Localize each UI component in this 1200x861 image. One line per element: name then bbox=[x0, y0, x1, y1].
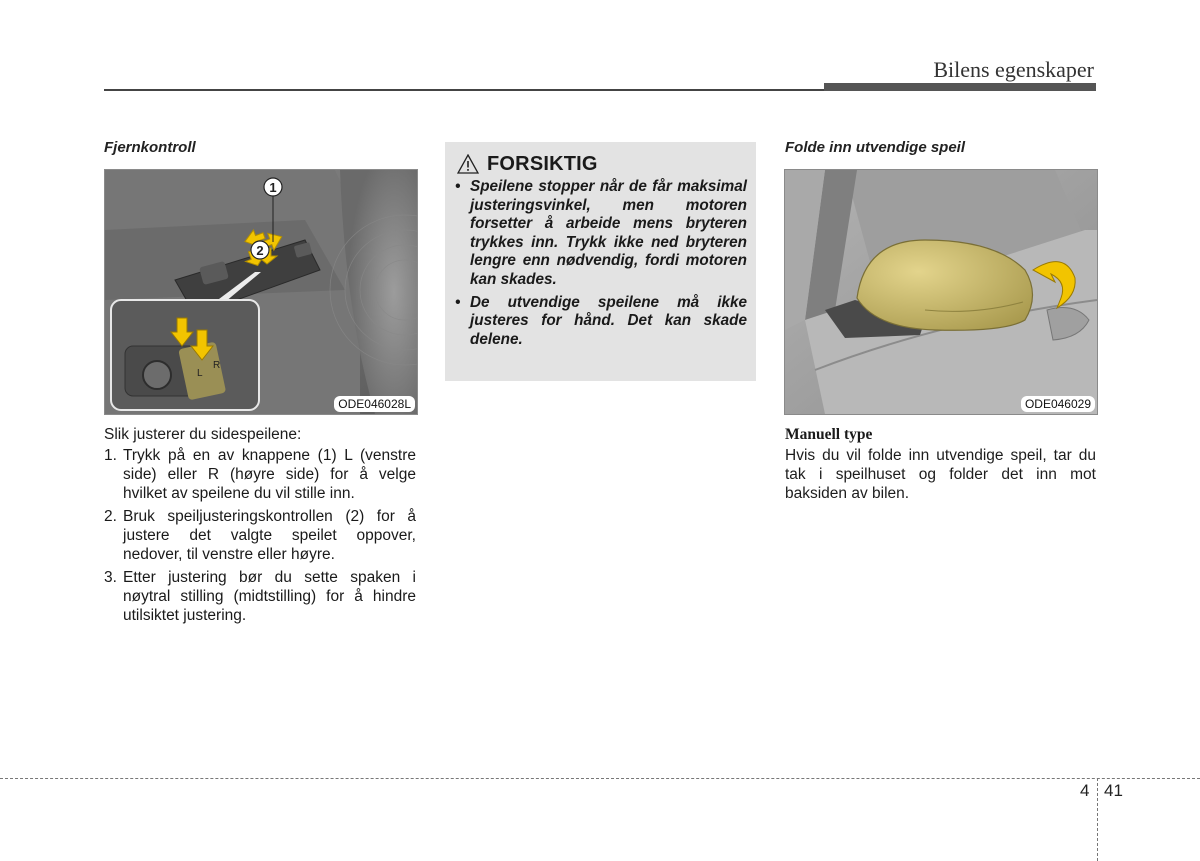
folding-mirror-illustration bbox=[785, 170, 1097, 414]
footer-divider bbox=[0, 778, 1200, 779]
warning-triangle-icon bbox=[457, 154, 479, 179]
figure-code: ODE046028L bbox=[334, 396, 415, 412]
figure-code: ODE046029 bbox=[1021, 396, 1095, 412]
callout-2: 2 bbox=[256, 243, 264, 258]
subheading-manual-type: Manuell type bbox=[785, 426, 873, 443]
mirror-switch-illustration bbox=[105, 170, 417, 414]
fold-mirror-paragraph: Hvis du vil folde inn utvendige speil, tar du tak i speilhuset og folder det inn mot baksiden av bilen. bbox=[785, 447, 1096, 502]
list-item: • De utvendige speilene må ikke justeres for hånd. Det kan skade delene. bbox=[455, 293, 747, 348]
figure-mirror-switch bbox=[104, 169, 418, 415]
section-heading-fold-mirror: Folde inn utvendige speil bbox=[785, 139, 966, 156]
chapter-number: 4 bbox=[1080, 781, 1090, 800]
figure-fold-mirror bbox=[784, 169, 1098, 415]
header-rule-accent bbox=[824, 83, 1096, 91]
switch-label-l: L bbox=[197, 368, 203, 379]
section-heading-remote: Fjernkontroll bbox=[104, 139, 196, 156]
caution-list bbox=[453, 178, 747, 353]
caution-box bbox=[445, 142, 756, 381]
running-header-title: Bilens egenskaper bbox=[933, 57, 1094, 82]
instruction-steps bbox=[104, 446, 416, 629]
footer-page-divider bbox=[1097, 778, 1098, 861]
list-item: 2. Bruk speiljusteringskontrollen (2) for å justere det valgte speilet oppover, nedover, til venstre eller høyre. bbox=[104, 508, 416, 563]
page-number: 41 bbox=[1104, 781, 1123, 800]
instructions-intro: Slik justerer du sidespeilene: bbox=[104, 426, 302, 443]
callout-1: 1 bbox=[269, 180, 277, 195]
list-item: 1. Trykk på en av knappene (1) L (venstre side) eller R (høyre side) for å velge hvilket av speilene du vil stille inn. bbox=[104, 447, 416, 502]
header-rule bbox=[104, 89, 824, 91]
list-item: 3. Etter justering bør du sette spaken i nøytral stilling (midtstilling) for å hindre utilsiktet justering. bbox=[104, 569, 416, 624]
list-item: • Speilene stopper når de får maksimal justeringsvinkel, men motoren forsetter å arbeide mens bryteren trykkes inn. Trykk ikke ned bryteren lengre enn nødvendig, fordi motoren kan skades. bbox=[455, 178, 747, 288]
caution-title: FORSIKTIG bbox=[487, 153, 598, 175]
switch-label-r: R bbox=[213, 360, 221, 371]
